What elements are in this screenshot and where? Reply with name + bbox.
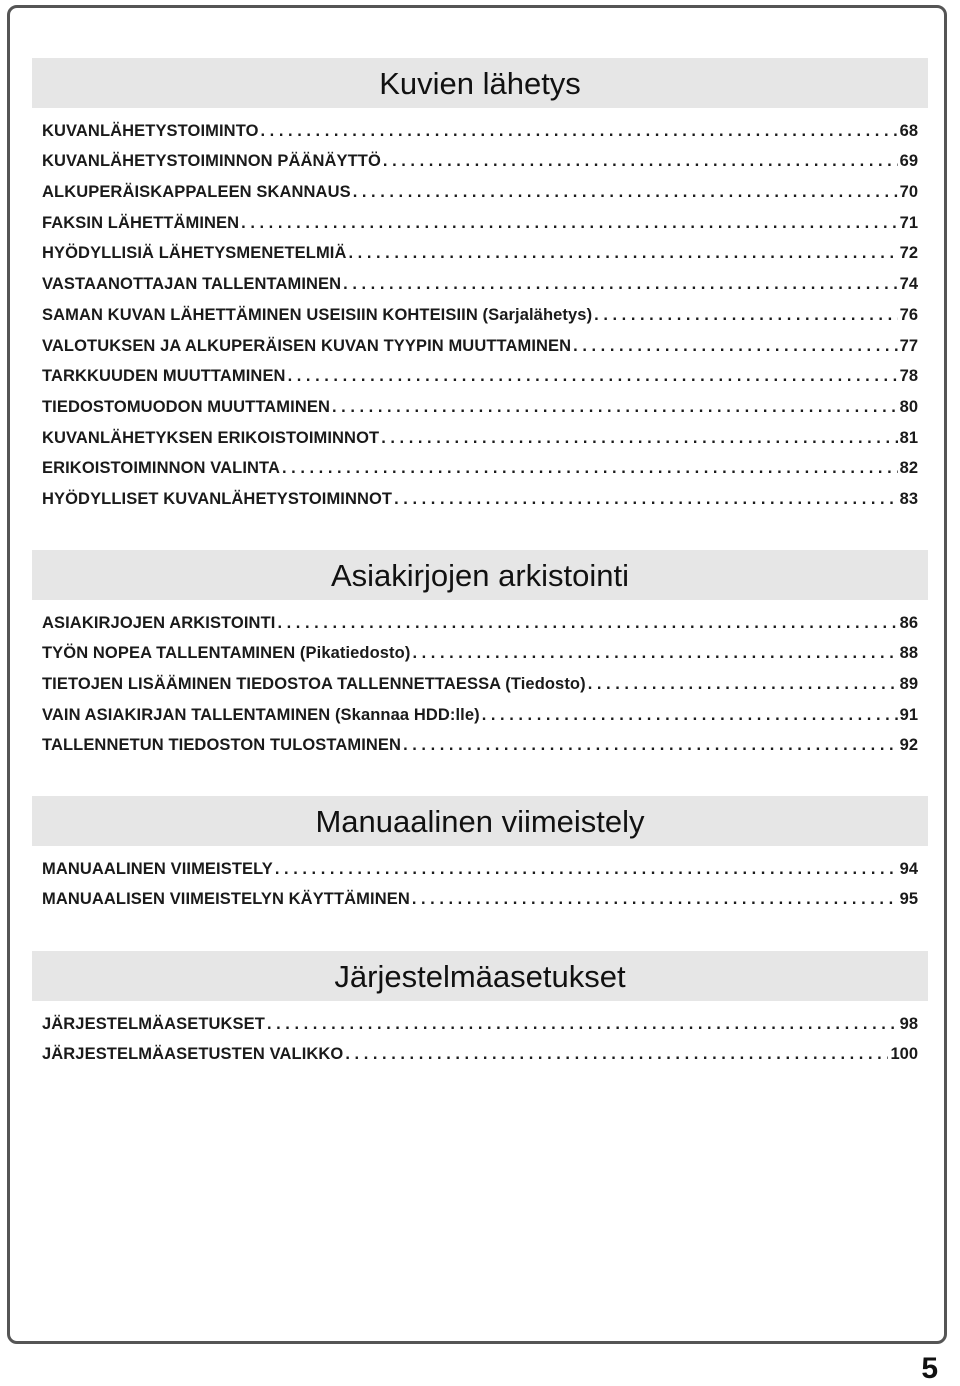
dot-leader [573,336,897,356]
dot-leader [277,613,897,633]
dot-leader [383,151,898,171]
toc-entry[interactable] [42,729,918,760]
toc-entry-page: 70 [899,183,918,202]
toc-entry[interactable] [42,452,918,483]
toc-entry-page: 81 [899,428,918,447]
section-title: Manuaalinen viimeistely [315,804,645,839]
dot-leader [588,674,898,694]
toc-entry-page: 83 [899,489,918,508]
dot-leader [267,1014,898,1034]
toc-entry-page: 76 [899,305,918,324]
toc-list-kuvien-lahetys [42,114,918,513]
toc-entry[interactable] [42,267,918,298]
toc-entry[interactable] [42,1038,918,1069]
toc-entry-label: FAKSIN LÄHETTÄMINEN [42,213,240,232]
toc-entry[interactable] [42,390,918,421]
toc-entry-label: MANUAALISEN VIIMEISTELYN KÄYTTÄMINEN [42,890,410,909]
toc-entry-label: HYÖDYLLISIÄ LÄHETYSMENETELMIÄ [42,244,347,263]
toc-entry-page: 68 [899,121,918,140]
section-title: Kuvien lähetys [379,66,581,101]
toc-entry-label: VALOTUKSEN JA ALKUPERÄISEN KUVAN TYYPIN MUUTTAMINEN [42,336,572,355]
toc-entry-label: TYÖN NOPEA TALLENTAMINEN (Pikatiedosto) [42,644,411,663]
toc-entry-page: 74 [899,275,918,294]
dot-leader [282,458,898,478]
toc-entry[interactable] [42,206,918,237]
dot-leader [275,859,898,879]
toc-entry-page: 100 [890,1045,918,1064]
dot-leader [381,428,897,448]
toc-entry[interactable] [42,667,918,698]
toc-entry-page: 69 [899,152,918,171]
toc-entry[interactable] [42,637,918,668]
dot-leader [482,705,898,725]
toc-entry-label: VAIN ASIAKIRJAN TALLENTAMINEN (Skannaa HDD:lle) [42,705,480,724]
toc-entry[interactable] [42,852,918,883]
toc-entry-label: ALKUPERÄISKAPPALEEN SKANNAUS [42,183,351,202]
toc-list-jarjestelmaasetukset [42,1007,918,1068]
toc-entry[interactable] [42,237,918,268]
dot-leader [412,889,898,909]
dot-leader [349,243,898,263]
toc-entry-page: 95 [899,890,918,909]
dot-leader [345,1044,888,1064]
toc-entry[interactable] [42,1007,918,1038]
toc-entry-page: 82 [899,459,918,478]
dot-leader [594,305,897,325]
toc-entry[interactable] [42,606,918,637]
toc-entry-label: TIEDOSTOMUODON MUUTTAMINEN [42,397,330,416]
toc-entry-label: ASIAKIRJOJEN ARKISTOINTI [42,613,276,632]
section-title: Järjestelmäasetukset [334,959,626,994]
section-header-jarjestelmaasetukset [32,951,928,1001]
toc-entry[interactable] [42,329,918,360]
toc-entry-page: 91 [899,705,918,724]
dot-leader [332,397,898,417]
toc-entry[interactable] [42,421,918,452]
toc-entry-page: 98 [899,1014,918,1033]
toc-entry-label: TALLENNETUN TIEDOSTON TULOSTAMINEN [42,736,402,755]
toc-list-asiakirjojen-arkistointi [42,606,918,759]
toc-entry-page: 71 [899,213,918,232]
dot-leader [353,182,898,202]
toc-list-manuaalinen-viimeistely [42,852,918,913]
toc-entry-page: 94 [899,859,918,878]
toc-entry-label: KUVANLÄHETYSTOIMINTO [42,121,259,140]
toc-entry-label: TARKKUUDEN MUUTTAMINEN [42,367,286,386]
section-header-asiakirjojen-arkistointi [32,550,928,600]
toc-entry-label: ERIKOISTOIMINNON VALINTA [42,459,280,478]
toc-entry-page: 86 [899,613,918,632]
section-header-manuaalinen-viimeistely [32,796,928,846]
toc-entry[interactable] [42,114,918,145]
dot-leader [261,121,898,141]
toc-entry-label: TIETOJEN LISÄÄMINEN TIEDOSTOA TALLENNETTAESSA (Tiedosto) [42,675,586,694]
dot-leader [403,735,898,755]
dot-leader [394,489,898,509]
toc-entry-page: 89 [899,675,918,694]
dot-leader [412,643,897,663]
toc-entry-page: 77 [899,336,918,355]
toc-entry[interactable] [42,698,918,729]
toc-entry-page: 72 [899,244,918,263]
toc-entry-label: JÄRJESTELMÄASETUSTEN VALIKKO [42,1045,344,1064]
toc-entry[interactable] [42,482,918,513]
toc-entry-page: 78 [899,367,918,386]
toc-entry-page: 88 [899,644,918,663]
toc-entry-label: KUVANLÄHETYSTOIMINNON PÄÄNÄYTTÖ [42,152,381,171]
page-number: 5 [921,1352,938,1385]
toc-entry[interactable] [42,298,918,329]
toc-entry-label: JÄRJESTELMÄASETUKSET [42,1014,265,1033]
dot-leader [343,274,897,294]
toc-entry[interactable] [42,360,918,391]
toc-entry-page: 80 [899,397,918,416]
toc-entry[interactable] [42,883,918,914]
toc-entry-label: MANUAALINEN VIIMEISTELY [42,859,273,878]
section-title: Asiakirjojen arkistointi [330,558,630,593]
toc-entry-page: 92 [899,736,918,755]
dot-leader [241,213,897,233]
toc-entry-label: SAMAN KUVAN LÄHETTÄMINEN USEISIIN KOHTEISIIN (Sarjalähetys) [42,305,593,324]
toc-entry-label: VASTAANOTTAJAN TALLENTAMINEN [42,275,342,294]
toc-entry[interactable] [42,145,918,176]
toc-entry-label: KUVANLÄHETYKSEN ERIKOISTOIMINNOT [42,428,380,447]
toc-entry-label: HYÖDYLLISET KUVANLÄHETYSTOIMINNOT [42,489,393,508]
toc-entry[interactable] [42,175,918,206]
section-header-kuvien-lahetys [32,58,928,108]
dot-leader [288,366,898,386]
